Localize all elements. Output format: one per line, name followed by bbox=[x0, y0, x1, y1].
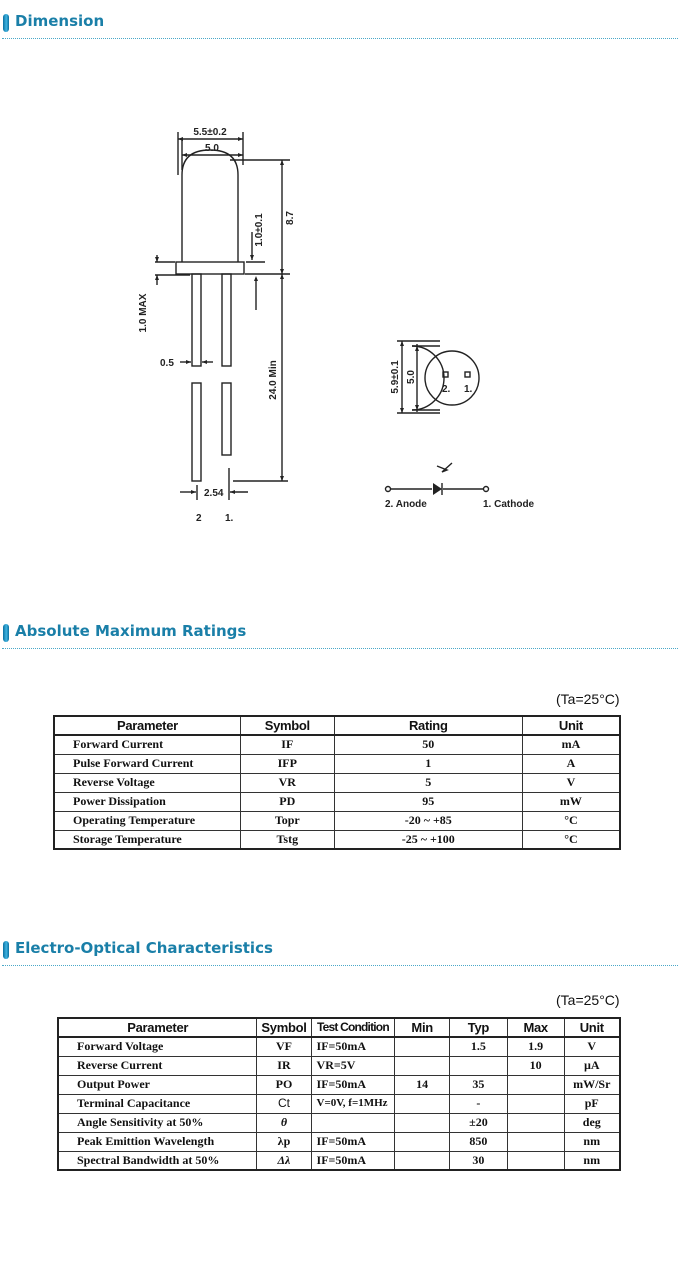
cell-max bbox=[507, 1113, 564, 1132]
cell-parameter: Forward Current bbox=[54, 735, 240, 754]
cell-symbol: VR bbox=[240, 773, 334, 792]
cell-rating: 95 bbox=[334, 792, 522, 811]
cell-parameter: Forward Voltage bbox=[58, 1037, 257, 1056]
section-title: Absolute Maximum Ratings bbox=[15, 622, 247, 640]
table-row bbox=[58, 1151, 620, 1170]
cell-min bbox=[395, 1151, 450, 1170]
cell-max bbox=[507, 1094, 564, 1113]
section-header-dimension bbox=[0, 10, 680, 40]
dim-flange: 1.0±0.1 bbox=[254, 213, 265, 247]
section-title: Dimension bbox=[15, 12, 105, 30]
cell-typ: 30 bbox=[450, 1151, 508, 1170]
cell-min: 14 bbox=[395, 1075, 450, 1094]
col-header-test-condition: Test Condition bbox=[311, 1018, 395, 1037]
section-bar-icon bbox=[3, 14, 9, 32]
col-header-symbol: Symbol bbox=[240, 716, 334, 735]
cell-parameter: Power Dissipation bbox=[54, 792, 240, 811]
lead-2-lower bbox=[192, 383, 201, 481]
table-row bbox=[54, 754, 620, 773]
cell-typ: 1.5 bbox=[450, 1037, 508, 1056]
cell-max bbox=[507, 1151, 564, 1170]
cell-symbol: IFP bbox=[240, 754, 334, 773]
cell-typ bbox=[450, 1056, 508, 1075]
absolute-max-table bbox=[53, 715, 621, 850]
anode-terminal bbox=[386, 487, 391, 492]
cell-rating: -20 ~ +85 bbox=[334, 811, 522, 830]
cell-symbol: Ct bbox=[257, 1094, 311, 1113]
cell-max: 10 bbox=[507, 1056, 564, 1075]
dim-pitch: 2.54 bbox=[204, 488, 224, 499]
cell-parameter: Terminal Capacitance bbox=[58, 1094, 257, 1113]
cell-symbol: Δλ bbox=[257, 1151, 311, 1170]
section-header-electro-optical bbox=[0, 937, 680, 967]
cell-symbol: θ bbox=[257, 1113, 311, 1132]
cell-unit: deg bbox=[564, 1113, 620, 1132]
cell-max: 1.9 bbox=[507, 1037, 564, 1056]
cathode-terminal bbox=[484, 487, 489, 492]
cell-test-condition: IF=50mA bbox=[311, 1037, 395, 1056]
table-header-row bbox=[54, 716, 620, 735]
col-header-unit: Unit bbox=[522, 716, 620, 735]
cell-symbol: Tstg bbox=[240, 830, 334, 849]
cell-test-condition bbox=[311, 1113, 395, 1132]
cell-min bbox=[395, 1037, 450, 1056]
cell-min bbox=[395, 1132, 450, 1151]
cell-symbol: Topr bbox=[240, 811, 334, 830]
col-header-parameter: Parameter bbox=[58, 1018, 257, 1037]
table-row bbox=[54, 735, 620, 754]
table-row bbox=[58, 1075, 620, 1094]
cell-symbol: λp bbox=[257, 1132, 311, 1151]
top-view-inner-dim: 5.0 bbox=[406, 370, 417, 384]
table-row bbox=[54, 792, 620, 811]
dim-lead-length: 24.0 Min bbox=[268, 360, 279, 400]
cell-min bbox=[395, 1094, 450, 1113]
table-header-row bbox=[58, 1018, 620, 1037]
cell-typ: ±20 bbox=[450, 1113, 508, 1132]
col-header-unit: Unit bbox=[564, 1018, 620, 1037]
cathode-label: 1. Cathode bbox=[483, 499, 535, 510]
cell-typ: 850 bbox=[450, 1132, 508, 1151]
cell-min bbox=[395, 1113, 450, 1132]
cell-test-condition: IF=50mA bbox=[311, 1075, 395, 1094]
col-header-typ: Typ bbox=[450, 1018, 508, 1037]
cell-unit: A bbox=[522, 754, 620, 773]
cell-min bbox=[395, 1056, 450, 1075]
cell-parameter: Angle Sensitivity at 50% bbox=[58, 1113, 257, 1132]
cell-test-condition: V=0V, f=1MHz bbox=[311, 1094, 395, 1113]
cell-unit: °C bbox=[522, 830, 620, 849]
dim-inner-width: 5.0 bbox=[205, 143, 219, 154]
top-view-pin-1 bbox=[465, 372, 470, 377]
emission-arrow bbox=[437, 463, 452, 472]
lead-label-2: 2 bbox=[196, 513, 202, 524]
table-row bbox=[54, 811, 620, 830]
cell-rating: 5 bbox=[334, 773, 522, 792]
cell-unit: pF bbox=[564, 1094, 620, 1113]
ambient-condition: (Ta=25°C) bbox=[556, 992, 620, 1008]
lead-1-lower bbox=[222, 383, 231, 455]
electro-optical-table bbox=[57, 1017, 621, 1171]
section-header-absolute-max bbox=[0, 620, 680, 650]
section-bar-icon bbox=[3, 941, 9, 959]
dotted-divider bbox=[2, 38, 678, 39]
top-view-outer-dim: 5.9±0.1 bbox=[390, 360, 401, 394]
col-header-min: Min bbox=[395, 1018, 450, 1037]
cell-symbol: IR bbox=[257, 1056, 311, 1075]
cell-unit: mA bbox=[522, 735, 620, 754]
led-dimension-drawing bbox=[0, 40, 680, 540]
cell-unit: mW/Sr bbox=[564, 1075, 620, 1094]
table-row bbox=[58, 1056, 620, 1075]
dim-height: 8.7 bbox=[285, 211, 296, 225]
table-row bbox=[58, 1132, 620, 1151]
dotted-divider bbox=[2, 648, 678, 649]
cell-symbol: IF bbox=[240, 735, 334, 754]
section-bar-icon bbox=[3, 624, 9, 642]
dim-under-flange: 1.0 MAX bbox=[138, 293, 149, 333]
cell-symbol: PO bbox=[257, 1075, 311, 1094]
col-header-symbol: Symbol bbox=[257, 1018, 311, 1037]
cell-parameter: Pulse Forward Current bbox=[54, 754, 240, 773]
dim-outer-width: 5.5±0.2 bbox=[193, 127, 227, 138]
cell-test-condition: IF=50mA bbox=[311, 1151, 395, 1170]
cell-parameter: Storage Temperature bbox=[54, 830, 240, 849]
cell-unit: °C bbox=[522, 811, 620, 830]
cell-unit: nm bbox=[564, 1132, 620, 1151]
col-header-rating: Rating bbox=[334, 716, 522, 735]
table-row bbox=[58, 1094, 620, 1113]
lead-label-1: 1. bbox=[225, 513, 234, 524]
cell-test-condition: IF=50mA bbox=[311, 1132, 395, 1151]
cell-unit: V bbox=[564, 1037, 620, 1056]
cell-typ: 35 bbox=[450, 1075, 508, 1094]
cell-unit: V bbox=[522, 773, 620, 792]
cell-rating: 50 bbox=[334, 735, 522, 754]
top-view-body bbox=[425, 351, 479, 405]
col-header-max: Max bbox=[507, 1018, 564, 1037]
led-flange bbox=[176, 262, 244, 274]
lead-2-upper bbox=[192, 274, 201, 366]
cell-parameter: Operating Temperature bbox=[54, 811, 240, 830]
cell-parameter: Peak Emittion Wavelength bbox=[58, 1132, 257, 1151]
cell-unit: nm bbox=[564, 1151, 620, 1170]
cell-parameter: Reverse Voltage bbox=[54, 773, 240, 792]
section-title: Electro-Optical Characteristics bbox=[15, 939, 273, 957]
table-row bbox=[54, 830, 620, 849]
lead-1-upper bbox=[222, 274, 231, 366]
cell-max bbox=[507, 1132, 564, 1151]
cell-rating: 1 bbox=[334, 754, 522, 773]
ambient-condition: (Ta=25°C) bbox=[556, 691, 620, 707]
col-header-parameter: Parameter bbox=[54, 716, 240, 735]
table-row bbox=[54, 773, 620, 792]
diode-symbol bbox=[433, 483, 442, 495]
cell-parameter: Output Power bbox=[58, 1075, 257, 1094]
top-view-pin-1-label: 1. bbox=[464, 384, 473, 395]
top-view-pin-2-label: 2. bbox=[442, 384, 451, 395]
cell-symbol: VF bbox=[257, 1037, 311, 1056]
table-row bbox=[58, 1113, 620, 1132]
cell-unit: µA bbox=[564, 1056, 620, 1075]
dim-lead-width: 0.5 bbox=[160, 358, 174, 369]
led-dome-outline bbox=[182, 150, 238, 262]
cell-test-condition: VR=5V bbox=[311, 1056, 395, 1075]
cell-parameter: Spectral Bandwidth at 50% bbox=[58, 1151, 257, 1170]
cell-max bbox=[507, 1075, 564, 1094]
table-row bbox=[58, 1037, 620, 1056]
cell-rating: -25 ~ +100 bbox=[334, 830, 522, 849]
cell-typ: - bbox=[450, 1094, 508, 1113]
cell-unit: mW bbox=[522, 792, 620, 811]
dotted-divider bbox=[2, 965, 678, 966]
cell-parameter: Reverse Current bbox=[58, 1056, 257, 1075]
anode-label: 2. Anode bbox=[385, 499, 427, 510]
cell-symbol: PD bbox=[240, 792, 334, 811]
